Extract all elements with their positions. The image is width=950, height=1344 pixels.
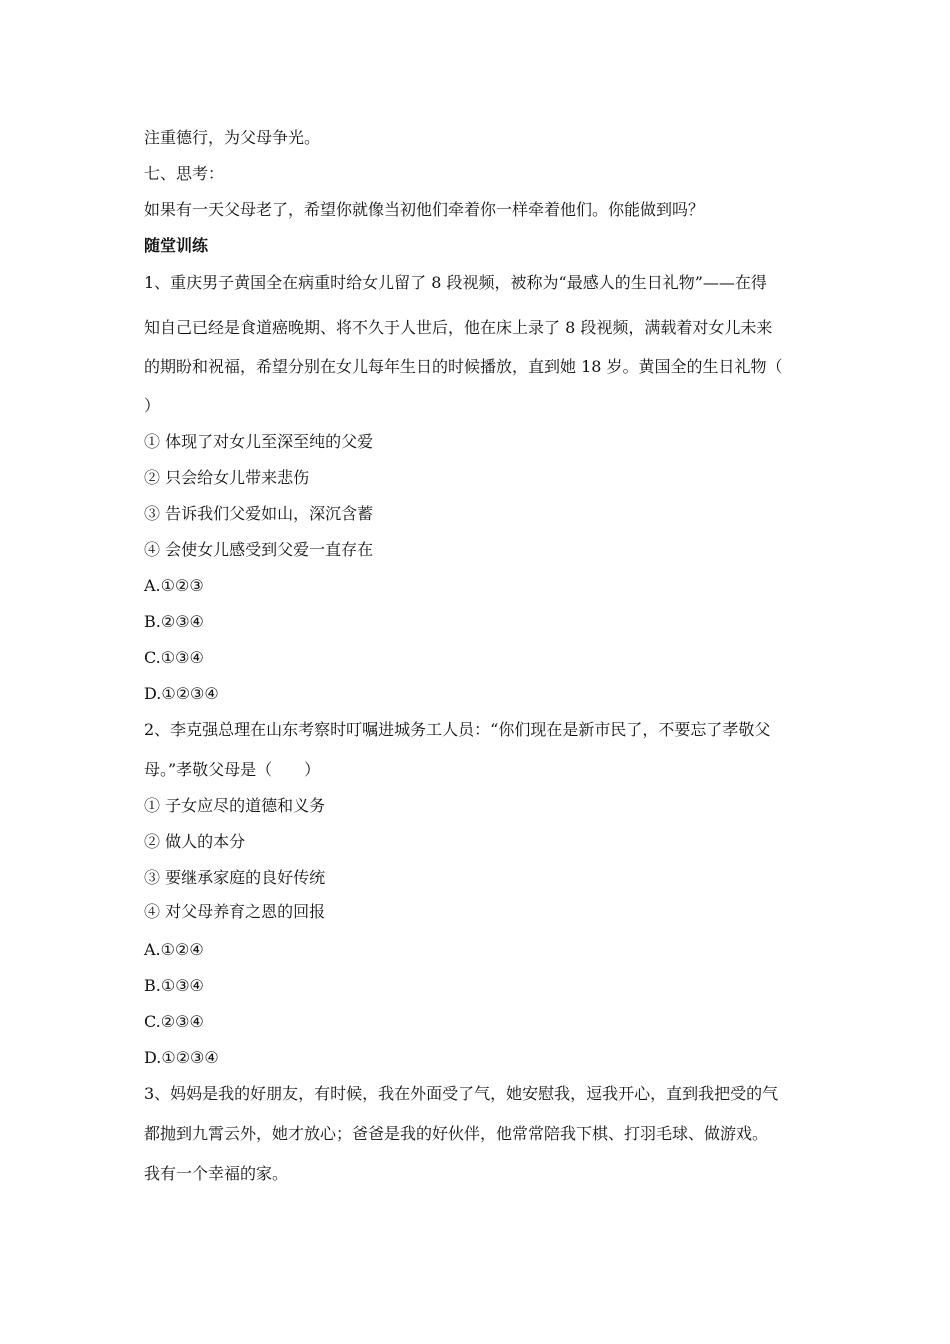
q1-statement: ② 只会给女儿带来悲伤	[144, 468, 310, 487]
q1-text-line: ）	[144, 396, 161, 415]
q2-option-b: B.①③④	[144, 976, 204, 995]
q1-statement: ④ 会使女儿感受到父爱一直存在	[144, 540, 374, 559]
q1-statement: ③ 告诉我们父爱如山，深沉含蓄	[144, 504, 374, 523]
section-heading-think: 七、思考：	[144, 164, 225, 183]
q1-option-d: D.①②③④	[144, 684, 219, 703]
q1-option-c: C.①③④	[144, 648, 204, 667]
intro-line: 注重德行，为父母争光。	[144, 128, 321, 147]
q1-option-b: B.②③④	[144, 612, 204, 631]
q2-statement: ③ 要继承家庭的良好传统	[144, 868, 326, 887]
q2-statement: ① 子女应尽的道德和义务	[144, 796, 326, 815]
q2-option-a: A.①②④	[144, 940, 204, 959]
q1-option-a: A.①②③	[144, 576, 204, 595]
q3-text-line: 都抛到九霄云外，她才放心；爸爸是我的好伙伴，他常常陪我下棋、打羽毛球、做游戏。	[144, 1124, 769, 1143]
q2-statement: ② 做人的本分	[144, 832, 246, 851]
q1-text-line: 1、重庆男子黄国全在病重时给女儿留了 8 段视频，被称为“最感人的生日礼物”——在得	[144, 273, 767, 292]
q2-text-line: 2、李克强总理在山东考察时叮嘱进城务工人员：“你们现在是新市民了，不要忘了孝敬父	[144, 720, 771, 739]
q1-text-line: 知自己已经是食道癌晚期、将不久于人世后，他在床上录了 8 段视频，满载着对女儿未来	[144, 318, 773, 337]
q2-option-d: D.①②③④	[144, 1048, 219, 1067]
practice-heading: 随堂训练	[144, 236, 209, 255]
q1-statement: ① 体现了对女儿至深至纯的父爱	[144, 432, 374, 451]
q3-text-line: 3、妈妈是我的好朋友，有时候，我在外面受了气，她安慰我，逗我开心，直到我把受的气	[144, 1084, 779, 1103]
q2-statement: ④ 对父母养育之恩的回报	[144, 902, 326, 921]
q1-text-line: 的期盼和祝福，希望分别在女儿每年生日的时候播放，直到她 18 岁。黄国全的生日礼物（	[144, 357, 783, 376]
q2-option-c: C.②③④	[144, 1012, 204, 1031]
think-question: 如果有一天父母老了，希望你就像当初他们牵着你一样牵着他们。你能做到吗？	[144, 200, 705, 219]
q3-text-line: 我有一个幸福的家。	[144, 1164, 289, 1183]
q2-text-line: 母。”孝敬父母是（ ）	[144, 760, 321, 779]
